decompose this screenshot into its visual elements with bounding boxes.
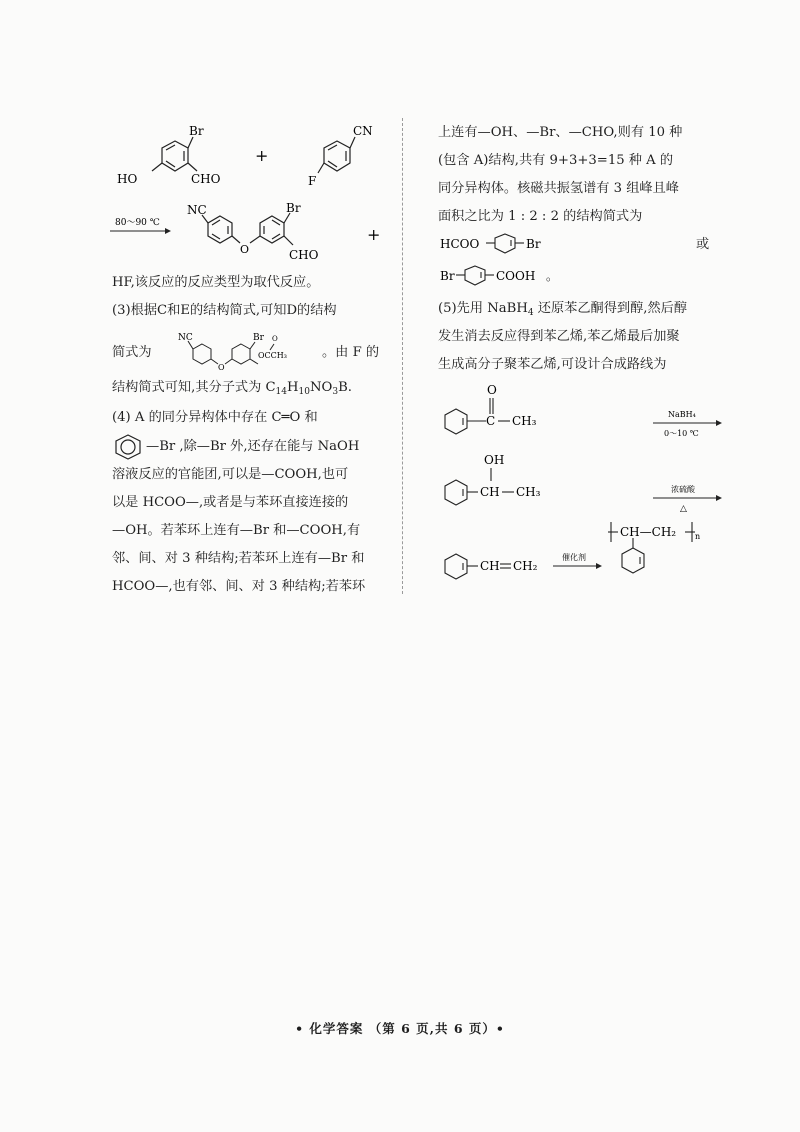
d-ester-label: OCCH₃: [258, 351, 287, 360]
p4-line2: —Br ,除—Br 外,还存在能与 NaOH: [146, 439, 360, 454]
step2-bottom: △: [680, 504, 687, 514]
ketone-ch3: CH₃: [512, 414, 537, 428]
p3-prefix: 简式为: [112, 345, 152, 360]
step1-top: NaBH₄: [668, 410, 696, 419]
plus-sign-2: +: [367, 225, 381, 244]
formula-h: H: [287, 380, 299, 395]
p5-line1-sub: 4: [527, 308, 534, 318]
p-br-label: Br: [286, 201, 301, 215]
sty-ch2: CH₂: [513, 559, 538, 573]
p4-line1: (4) A 的同分异构体中存在 C═O 和: [112, 410, 318, 425]
p3-suffix: 。由 F 的: [322, 345, 380, 360]
ketone-o: O: [487, 383, 497, 397]
p5-line2: 发生消去反应得到苯乙烯,苯乙烯最后加聚: [438, 329, 680, 344]
struct2-end: 。: [546, 269, 559, 283]
hcoo-label: HCOO: [440, 237, 480, 251]
benzene-icon: [112, 432, 146, 462]
cooh-label: COOH: [496, 269, 536, 283]
p-o-label: O: [240, 243, 250, 256]
d-nc-label: NC: [178, 333, 193, 343]
r2-f-label: F: [308, 174, 317, 188]
step1-bottom: 0～10 ℃: [664, 429, 699, 438]
formula-h-n: 10: [298, 387, 310, 397]
formula-o-n: 3: [332, 387, 339, 397]
r-line1: 上连有—OH、—Br、—CHO,则有 10 种: [438, 125, 683, 140]
poly-n: n: [695, 532, 701, 541]
p4-line7: HCOO—,也有邻、间、对 3 种结构;若苯环: [112, 579, 366, 594]
p-nc-label: NC: [187, 203, 207, 217]
reaction-scheme: [105, 115, 395, 275]
d-carbonyl-o: O: [272, 335, 278, 343]
p4-line6: 邻、间、对 3 种结构;若苯环上连有—Br 和: [112, 551, 365, 566]
p3-line1: (3)根据C和E的结构简式,可知D的结构: [112, 303, 337, 318]
r-line3: 同分异构体。核磁共振氢谱有 3 组峰且峰: [438, 181, 679, 196]
p5-line1-a: (5)先用 NaBH: [438, 301, 528, 316]
p5-line1-b: 还原苯乙酮得到醇,然后醇: [533, 301, 688, 316]
alc-oh: OH: [484, 453, 505, 467]
formula-no: NO: [309, 380, 333, 395]
synthesis-route: [438, 376, 723, 591]
r2-cn-label: CN: [353, 124, 373, 138]
formula-c: C: [265, 380, 276, 395]
p4-line3: 溶液反应的官能团,可以是—COOH,也可: [112, 467, 349, 482]
r-line2: (包含 A)结构,共有 9+3+3=15 种 A 的: [438, 153, 674, 168]
step3-top: 催化剂: [562, 553, 586, 562]
alc-ch: CH: [480, 485, 500, 499]
arrow-condition: 80～90 ℃: [115, 218, 160, 228]
isomer-structure-2: [438, 260, 618, 290]
isomer-structure-1: [438, 228, 588, 258]
r1-ho-label: HO: [117, 172, 138, 186]
p3-line3-text: 结构简式可知,其分子式为: [112, 380, 266, 395]
p4-line5: —OH。若苯环上连有—Br 和—COOH,有: [112, 523, 361, 538]
sty-ch: CH: [480, 559, 500, 573]
p3-line3: [112, 379, 352, 401]
r1-cho-label: CHO: [191, 172, 221, 186]
hf-line: HF,该反应的反应类型为取代反应。: [112, 275, 320, 290]
r-line4: 面积之比为 1 : 2 : 2 的结构简式为: [438, 209, 643, 224]
struct2-br-label: Br: [440, 269, 455, 283]
column-divider: [402, 118, 403, 594]
d-br-label: Br: [253, 333, 264, 343]
p-cho-label: CHO: [289, 248, 319, 262]
page-footer: • 化学答案 （第 6 页,共 6 页）•: [295, 1021, 505, 1036]
or-text: 或: [696, 237, 710, 252]
poly-text: CH—CH₂: [620, 525, 677, 539]
formula-b: B.: [338, 380, 352, 395]
ketone-c: C: [486, 414, 496, 428]
formula-c-n: 14: [275, 387, 287, 397]
p4-line4: 以是 HCOO—,或者是与苯环直接连接的: [112, 495, 349, 510]
p5-line3: 生成高分子聚苯乙烯,可设计合成路线为: [438, 357, 667, 372]
alc-ch3: CH₃: [516, 485, 541, 499]
plus-sign: +: [255, 146, 269, 165]
d-o-label: O: [218, 363, 225, 372]
step2-top: 浓硫酸: [671, 485, 695, 494]
struct1-br-label: Br: [526, 237, 541, 251]
p5-line1: [438, 300, 687, 322]
r1-br-label: Br: [189, 124, 204, 138]
d-structure: [158, 328, 338, 374]
